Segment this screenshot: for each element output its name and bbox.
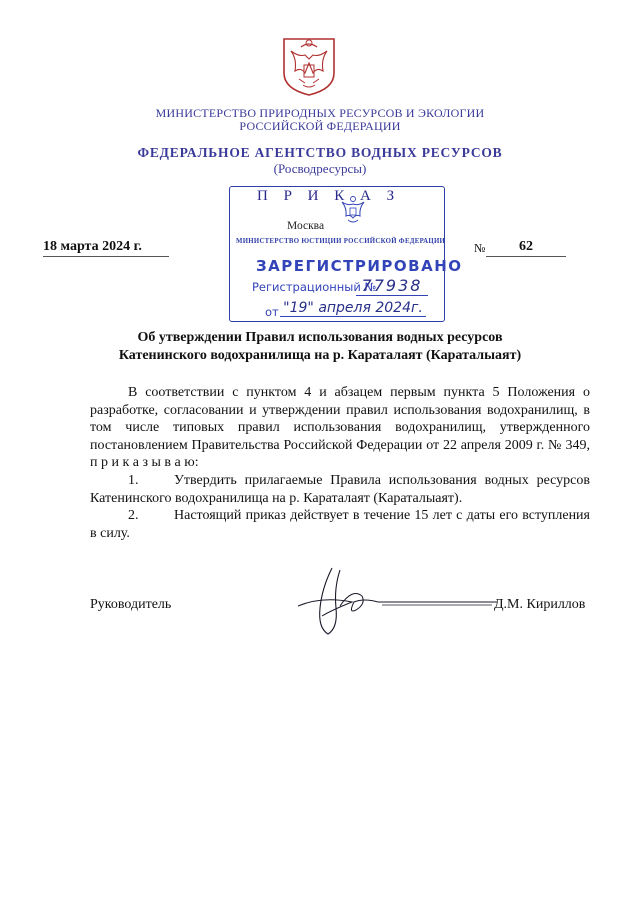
order-item-marker: 1. — [128, 472, 139, 488]
stamp-ministry-name: МИНИСТЕРСТВО ЮСТИЦИИ РОССИЙСКОЙ ФЕДЕРАЦИИ — [236, 238, 446, 245]
document-title-line2: Катенинского водохранилища на р. Караталаят (Караталыаят) — [118, 348, 522, 363]
order-number-sign: № — [474, 241, 486, 255]
handwritten-signature — [292, 558, 502, 646]
order-city: Москва — [287, 220, 325, 232]
body-intro-paragraph: В соответствии с пунктом 4 и абзацем первым пункта 5 Положения о разработке, согласовании и утверждении правил использования водохранилищ, в том числе типовых правил использования водохранилищ, утвержденного постановлением Правительства Российской Федерации от 22 апреля 2009 г. № 349, п р и к а з ы в а ю: — [90, 385, 590, 471]
ministry-name-line2: РОССИЙСКОЙ ФЕДЕРАЦИИ — [239, 119, 401, 133]
agency-name: ФЕДЕРАЛЬНОЕ АГЕНТСТВО ВОДНЫХ РЕСУРСОВ — [137, 145, 503, 160]
order-date: 18 марта 2024 г. — [43, 239, 169, 257]
stamp-date-prefix: от — [265, 305, 279, 319]
signatory-role: Руководитель — [90, 597, 172, 612]
order-item-marker: 2. — [128, 508, 139, 524]
document-title-line1: Об утверждении Правил использования водных ресурсов — [137, 330, 503, 345]
stamp-registered-label: ЗАРЕГИСТРИРОВАНО — [256, 257, 463, 275]
agency-short-name: (Росводресурсы) — [273, 161, 367, 176]
order-item-text: Утвердить прилагаемые Правила использования водных ресурсов Катенинского водохранилища на р. Караталаят (Караталыаят). — [90, 472, 590, 506]
order-item-2 — [90, 507, 590, 542]
order-item-text: Настоящий приказ действует в течение 15 лет с даты его вступления в силу. — [90, 508, 590, 541]
document-body — [90, 384, 590, 542]
order-label: П Р И К А З — [257, 188, 401, 204]
coat-of-arms-icon — [279, 33, 339, 97]
order-number: 62 — [486, 239, 566, 257]
stamp-reg-label: Регистрационный № — [252, 280, 377, 294]
stamp-reg-number: 77938 — [356, 276, 428, 296]
signatory-name: Д.М. Кириллов — [494, 597, 586, 612]
order-item-1 — [90, 472, 590, 507]
ministry-name-line1: МИНИСТЕРСТВО ПРИРОДНЫХ РЕСУРСОВ И ЭКОЛОГИИ — [155, 106, 485, 120]
stamp-reg-date: "19" апреля 2024г. — [280, 300, 426, 317]
